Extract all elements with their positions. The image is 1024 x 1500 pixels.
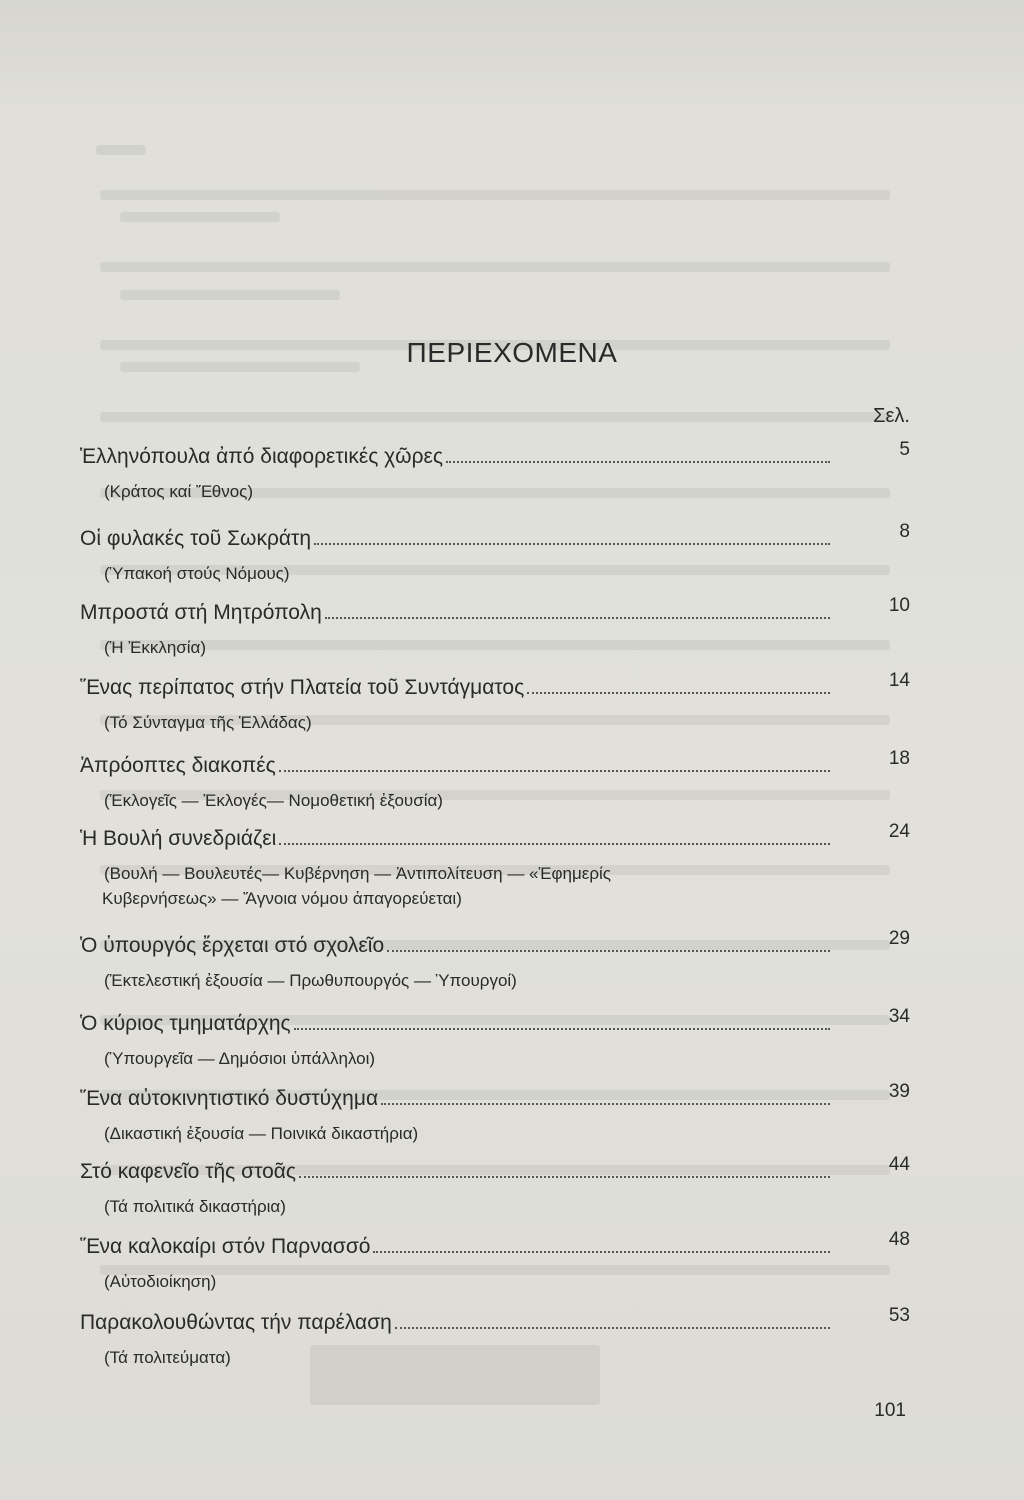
- entry-subtitle-line: Κυβερνήσεως» — Ἄγνοια νόμου ἀπαγορεύεται): [102, 889, 462, 908]
- toc-entry: [80, 439, 910, 505]
- entry-subtitle: [104, 861, 611, 911]
- entry-title: Οἱ φυλακές τοῦ Σωκράτη: [80, 527, 312, 550]
- entry-subtitle-line: (Βουλή — Βουλευτές— Κυβέρνηση — Ἀντιπολίτευση — «Ἐφημερίς: [104, 864, 611, 883]
- entry-page: 5: [899, 439, 910, 460]
- entry-subtitle: (Ἐκλογεῖς — Ἐκλογές— Νομοθετική ἐξουσία): [104, 791, 443, 810]
- toc-entry: [80, 748, 910, 814]
- entry-page: 48: [888, 1229, 910, 1250]
- toc-entry: [80, 1305, 910, 1371]
- dot-leader: [279, 827, 830, 845]
- toc-entry: [80, 821, 910, 912]
- entry-subtitle: (Ἡ Ἐκκλησία): [104, 638, 207, 657]
- entry-page: 34: [888, 1006, 910, 1027]
- toc-entry: [80, 928, 910, 994]
- page-column-label: Σελ.: [873, 405, 910, 427]
- dot-leader: [373, 1235, 830, 1253]
- dot-leader: [294, 1012, 830, 1030]
- entry-page: 53: [888, 1305, 910, 1326]
- entry-subtitle: (Τά πολιτεύματα): [104, 1348, 231, 1367]
- entry-subtitle: (Αὐτοδιοίκηση): [104, 1272, 217, 1291]
- toc-entry: [80, 1081, 910, 1147]
- dot-leader: [527, 676, 830, 694]
- dot-leader: [299, 1160, 830, 1178]
- dot-leader: [325, 601, 830, 619]
- toc-entry: [80, 670, 910, 736]
- entry-title: Μπροστά στή Μητρόπολη: [80, 601, 322, 624]
- entry-page: 14: [888, 670, 910, 691]
- toc-entry: [80, 1154, 910, 1220]
- entry-subtitle: (Ὑπουργεῖα — Δημόσιοι ὑπάλληλοι): [104, 1049, 376, 1068]
- entry-subtitle: (Δικαστική ἐξουσία — Ποινικά δικαστήρια): [104, 1124, 419, 1143]
- entry-page: 10: [888, 595, 910, 616]
- entry-title: Ἡ Βουλή συνεδριάζει: [80, 827, 277, 850]
- toc-entry: [80, 1006, 910, 1072]
- entry-title: Στό καφενεῖο τῆς στοᾶς: [80, 1160, 297, 1183]
- toc-entry: [80, 595, 910, 661]
- entry-title: Παρακολουθώντας τήν παρέλαση: [80, 1311, 392, 1334]
- entry-title: Ἕνας περίπατος στήν Πλατεία τοῦ Συντάγματος: [80, 676, 525, 699]
- dot-leader: [381, 1087, 830, 1105]
- entry-subtitle: (Τό Σύνταγμα τῆς Ἑλλάδας): [104, 713, 312, 732]
- dot-leader: [446, 445, 830, 463]
- entry-title: Ὁ ὑπουργός ἔρχεται στό σχολεῖο: [80, 934, 385, 957]
- entry-page: 18: [888, 748, 910, 769]
- dot-leader: [387, 934, 830, 952]
- dot-leader: [395, 1311, 830, 1329]
- entry-subtitle: (Ἐκτελεστική ἐξουσία — Πρωθυπουργός — Ὑπουργοί): [104, 971, 517, 990]
- entry-title: Ἕνα καλοκαίρι στόν Παρνασσό: [80, 1235, 371, 1258]
- entry-page: 8: [899, 521, 910, 542]
- page-number: 101: [874, 1400, 906, 1421]
- dot-leader: [279, 754, 830, 772]
- entry-page: 39: [888, 1081, 910, 1102]
- entry-subtitle: (Ὑπακοή στούς Νόμους): [104, 564, 290, 583]
- entry-subtitle: (Κράτος καί Ἔθνος): [104, 482, 253, 501]
- entry-title: Ὁ κύριος τμηματάρχης: [80, 1012, 291, 1035]
- dot-leader: [314, 527, 830, 545]
- toc-entry: [80, 521, 910, 587]
- entry-title: Ἑλληνόπουλα ἀπό διαφορετικές χῶρες: [80, 445, 443, 468]
- entry-subtitle: (Τά πολιτικά δικαστήρια): [104, 1197, 286, 1216]
- contents-title: ΠΕΡΙΕΧΟΜΕΝΑ: [406, 337, 618, 368]
- entry-title: Ἀπρόοπτες διακοπές: [80, 754, 276, 777]
- entry-page: 24: [888, 821, 910, 842]
- toc-entry: [80, 1229, 910, 1295]
- entry-title: Ἕνα αὐτοκινητιστικό δυστύχημα: [80, 1087, 379, 1110]
- entry-page: 44: [888, 1154, 910, 1175]
- entry-page: 29: [888, 928, 910, 949]
